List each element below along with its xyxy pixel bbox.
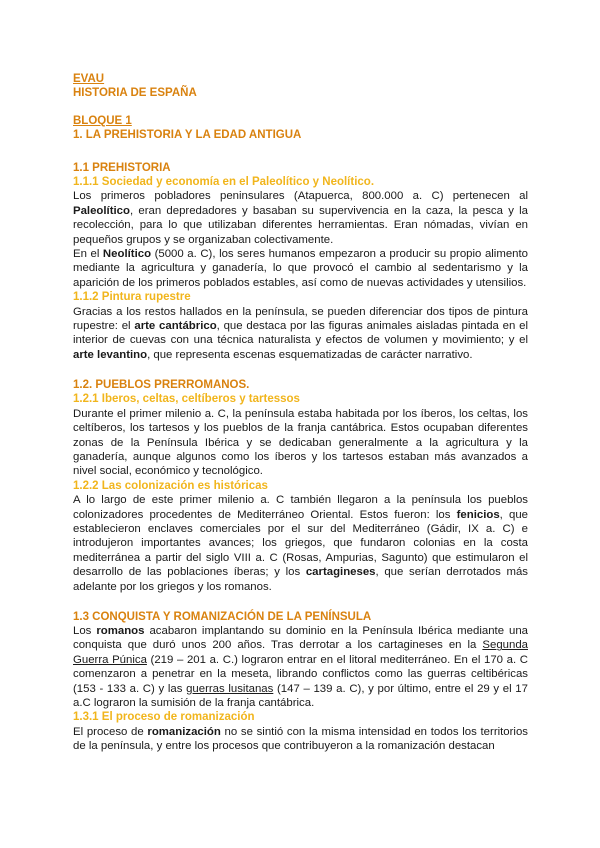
paragraph-paleolitico: Los primeros pobladores peninsulares (Atapuerca, 800.000 a. C) pertenecen al Paleolítico, eran depredadores y basaban su supervivencia en la caza, la pesca y la recolección, para lo que utilizaban diferentes herramientas. Eran nómadas, vivían en pequeños grupos y se organizaban colectivamente. [73,190,528,246]
paragraph-romanizacion: El proceso de romanización no se sintió con la misma intensidad en todos los territorios de la península, y entre los procesos que contribuyeron a la romanización destacan [73,725,528,753]
document-body [73,72,528,754]
subsection-title-iberos: 1.2.1 Iberos, celtas, celtíberos y tartessos [73,393,300,406]
bloque-title: 1. LA PREHISTORIA Y LA EDAD ANTIGUA [73,129,302,141]
section-title-conquista: 1.3 CONQUISTA Y ROMANIZACIÓN DE LA PENÍNSULA [73,610,372,623]
evau-label: EVAU [73,73,105,85]
subsection-title-colonizaciones: 1.2.2 Las colonización es históricas [73,479,268,492]
paragraph-pintura-rupestre: Gracias a los restos hallados en la península, se pueden diferenciar dos tipos de pintura rupestre: el arte cantábrico, que destaca por las figuras animales aisladas pintada en el interior de cuevas con una técnica naturalista y efectos de volumen y movimiento; y el arte levantino, que representa escenas esquematizadas de carácter narrativo. [73,305,528,361]
paragraph-pueblos: Durante el primer milenio a. C, la península estaba habitada por los íberos, los celtas, los celtíberos, los tartesos y los pueblos de la franja cantábrica. Estos ocupaban diferentes zonas de la Península Ibérica y se dedicaban generalmente a la agricultura y la ganadería, aunque algunos como los íberos y los tartesos estaban más avanzados a nivel social, económico y tecnológico. [73,407,528,478]
subsection-title-pintura: 1.1.2 Pintura rupestre [73,291,191,304]
paragraph-neolitico: En el Neolítico (5000 a. C), los seres humanos empezaron a producir su propio alimento mediante la agricultura y ganadería, lo que provocó el cambio al sedentarismo y la aparición de los primeros poblados estables, así como de nuevas actividades y utensilios. [73,248,528,289]
paragraph-conquista: Los romanos acabaron implantando su dominio en la Península Ibérica mediante una conquista que duró unos 200 años. Tras derrotar a los cartagineses en la Segunda Guerra Púnica (219 – 201 a. C.) lograron entrar en el litoral mediterráneo. En el 170 a. C comenzaron a penetrar en la meseta, librando conflictos como las guerras celtibéricas (153 - 133 a. C) y las guerras lusitanas (147 – 139 a. C), y por último, entre el 29 y el 17 a.C lograron la sumisión de la franja cantábrica. [73,624,529,709]
paragraph-colonizaciones: A lo largo de este primer milenio a. C también llegaron a la península los pueblos colonizadores procedentes de Mediterráneo Oriental. Estos fueron: los fenicios, que establecieron enclaves comerciales por el sur del Mediterráneo (Gádir, IX a. C) e introdujeron importantes avances; los griegos, que fundaron colonias en la costa mediterránea a partir del siglo VIII a. C (Rosas, Ampurias, Sagunto) que estimularon el desarrollo de las poblaciones íberas; y los cartagineses, que serían derrotados más adelante por los griegos y los romanos. [73,494,529,593]
subsection-title-sociedad: 1.1.1 Sociedad y economía en el Paleolítico y Neolítico. [73,176,375,188]
section-title-prehistoria: 1.1 PREHISTORIA [73,162,171,174]
bloque-label: BLOQUE 1 [73,115,132,127]
section-title-pueblos: 1.2. PUEBLOS PRERROMANOS. [73,379,250,392]
subject-title: HISTORIA DE ESPAÑA [73,87,197,99]
subsection-title-romanizacion: 1.3.1 El proceso de romanización [73,711,255,724]
